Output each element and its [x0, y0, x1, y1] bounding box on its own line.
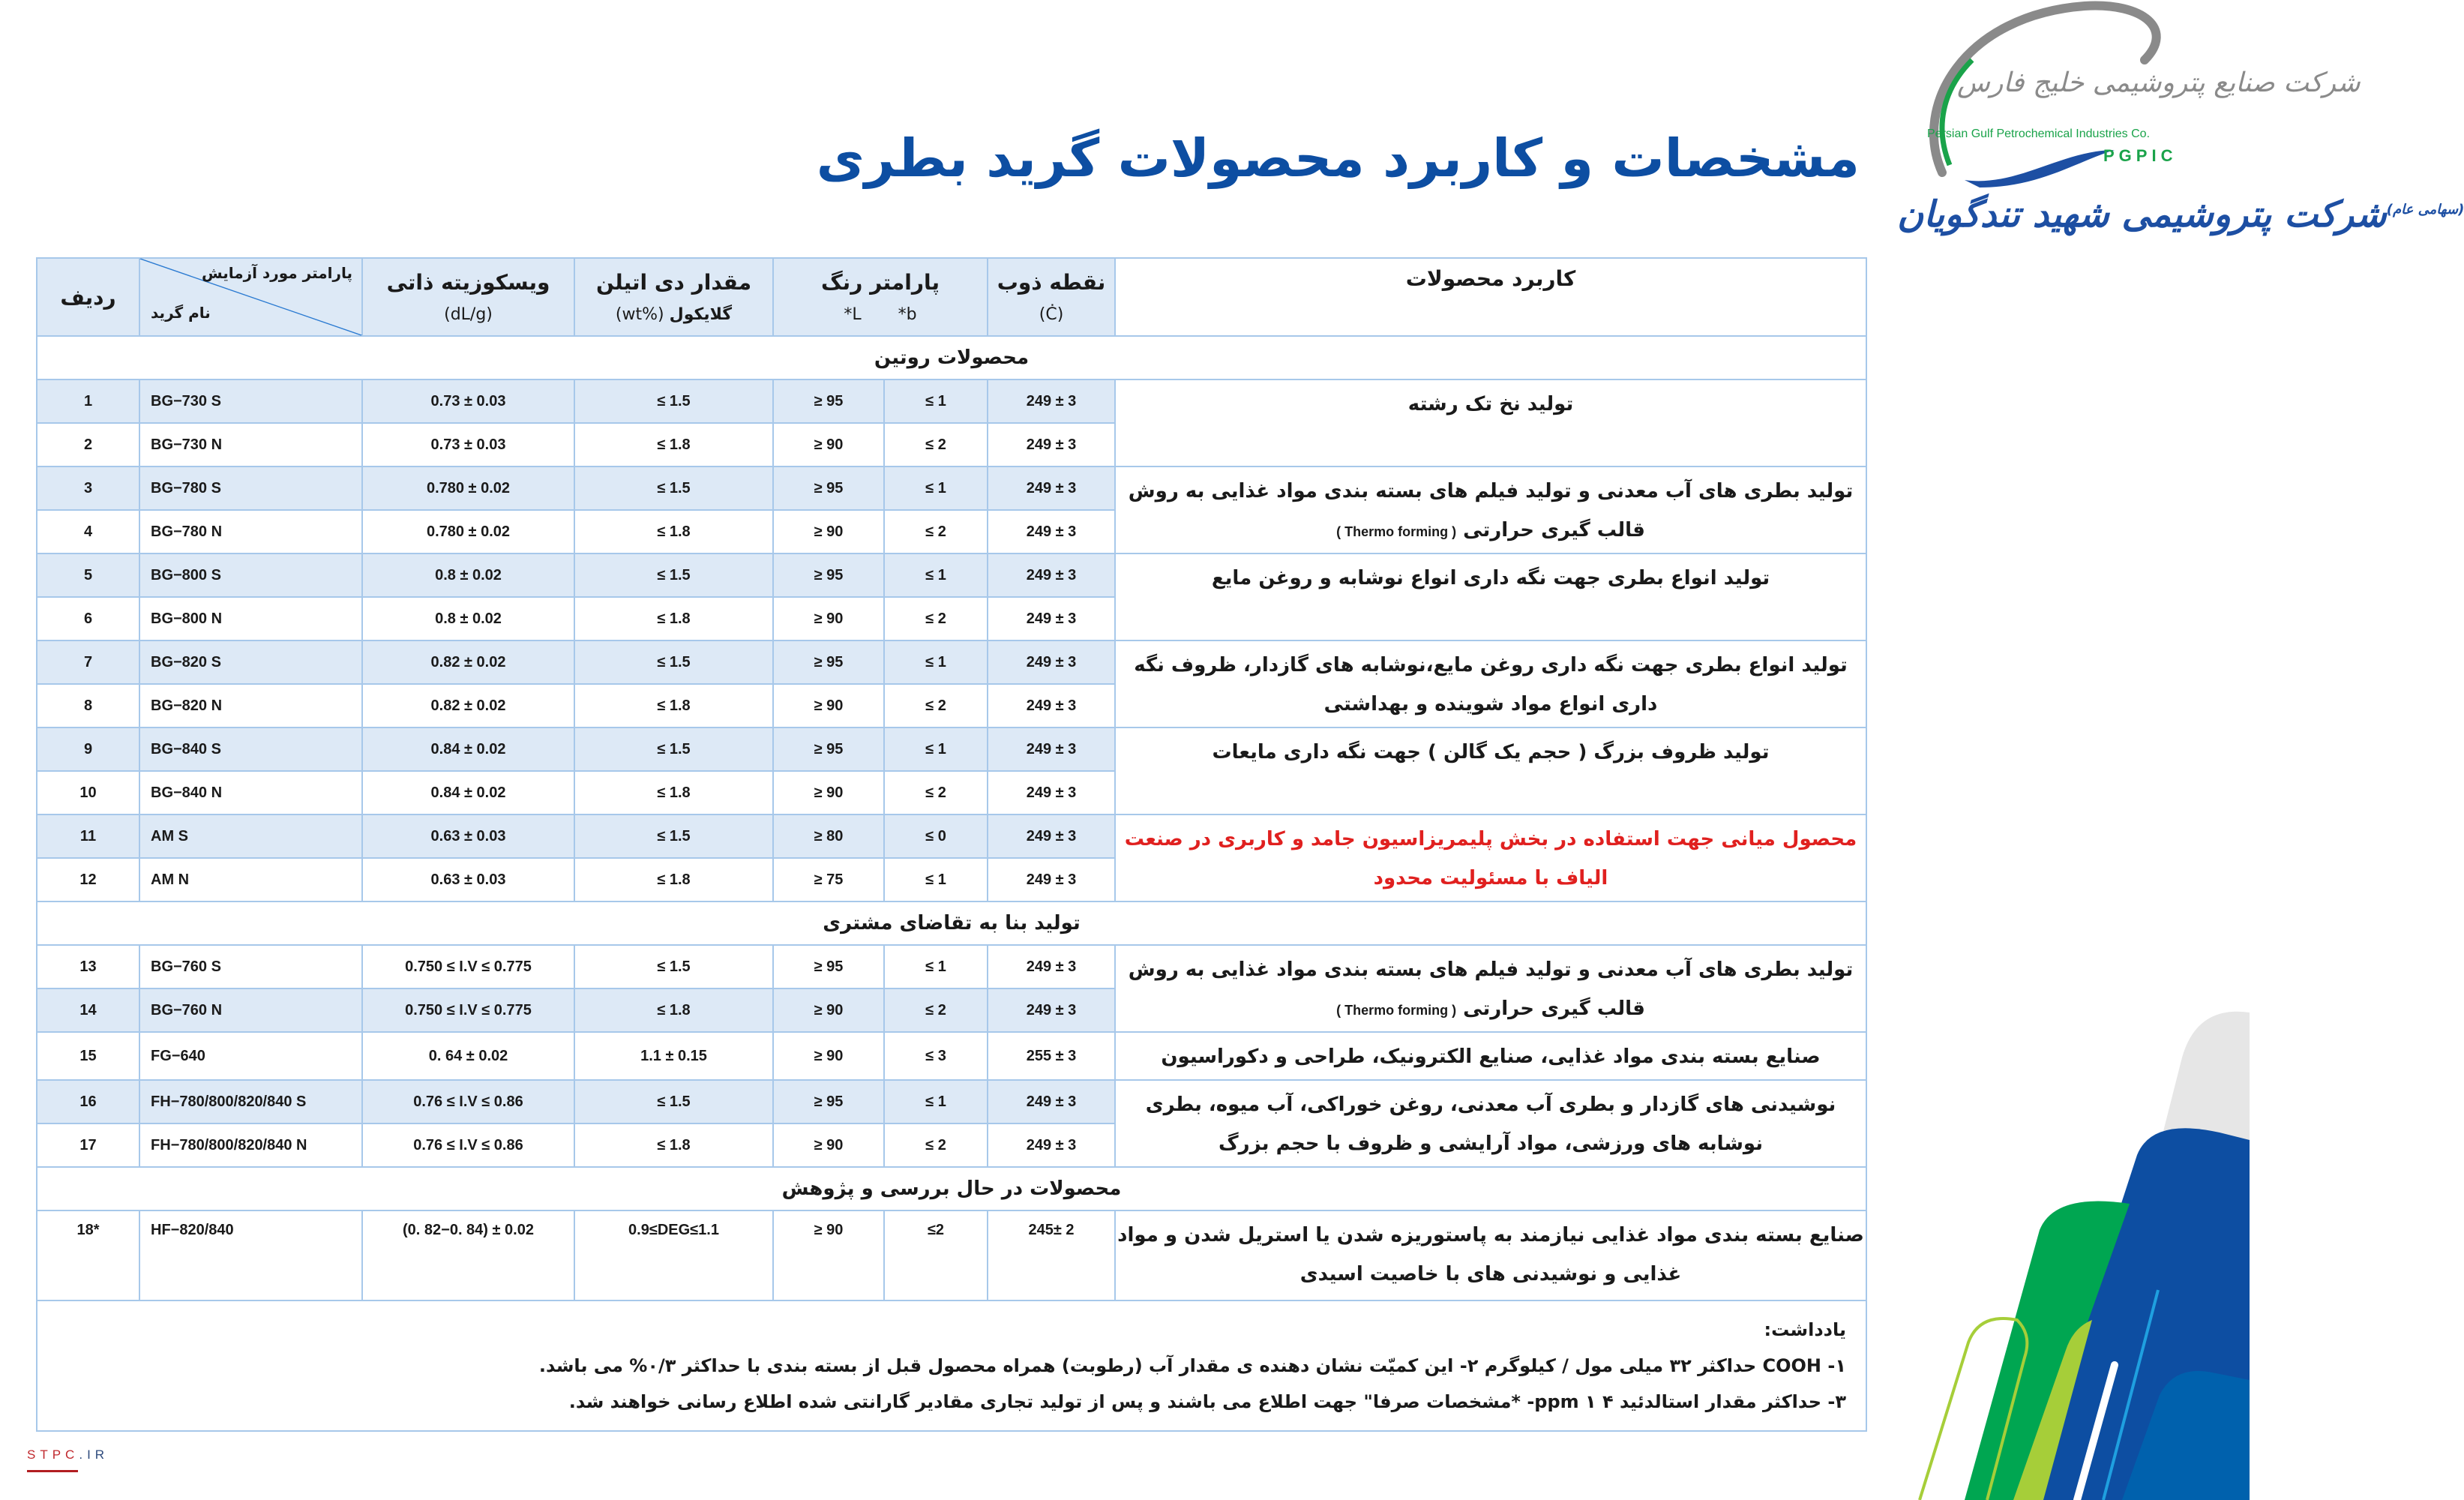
row-number: 18* [37, 1210, 139, 1300]
deg-value: 0.9≤DEG≤1.1 [574, 1210, 773, 1300]
color-L-value: ≥ 95 [773, 640, 884, 684]
viscosity-value: (0. 82−0. 84) ± 0.02 [362, 1210, 574, 1300]
note-line-2: ۳- حداکثر مقدار استالدئید ppm ۱ ۴- *مشخصات صرفا" جهت اطلاع می باشند و پس از تولید تجاری مقادیر گارانتی شده اطلاع رسانی خواهند شد. [568, 1391, 1847, 1412]
table-body [37, 336, 1866, 1431]
grade-name: AM N [139, 858, 362, 902]
color-b-value: ≤ 1 [884, 1080, 988, 1124]
header-color-sub [774, 305, 987, 324]
header-deg-label: مقدار دی اتیلن [595, 270, 752, 295]
table-row [37, 1080, 1866, 1124]
grade-name: BG−730 N [139, 423, 362, 466]
grade-name: BG−840 S [139, 728, 362, 771]
header-application: کاربرد محصولات [1115, 258, 1866, 336]
color-b-value: ≤ 1 [884, 640, 988, 684]
table-row [37, 945, 1866, 988]
table-row [37, 1032, 1866, 1080]
color-L-value: ≥ 90 [773, 1124, 884, 1167]
melting-point-value: 249 ± 3 [988, 771, 1115, 814]
header-color-L: *L [844, 305, 862, 324]
logo-company-en: Persian Gulf Petrochemical Industries Co. [1927, 128, 2151, 140]
color-L-value: ≥ 90 [773, 423, 884, 466]
application-en-note: ( Thermo forming ) [1336, 1003, 1457, 1018]
melting-point-value: 249 ± 3 [988, 684, 1115, 728]
viscosity-value: 0.82 ± 0.02 [362, 640, 574, 684]
deg-value: ≤ 1.5 [574, 380, 773, 423]
viscosity-value: 0.82 ± 0.02 [362, 684, 574, 728]
company-logo [1897, 0, 2464, 278]
viscosity-value: 0.84 ± 0.02 [362, 728, 574, 771]
color-L-value: ≥ 95 [773, 728, 884, 771]
color-L-value: ≥ 80 [773, 814, 884, 858]
viscosity-value: 0.76 ≤ I.V ≤ 0.86 [362, 1124, 574, 1167]
melting-point-value: 249 ± 3 [988, 423, 1115, 466]
header-row [37, 258, 1866, 336]
color-b-value: ≤ 2 [884, 423, 988, 466]
table-row [37, 640, 1866, 684]
color-b-value: ≤ 1 [884, 945, 988, 988]
deg-value: ≤ 1.8 [574, 597, 773, 640]
footer-url-a: STPC [27, 1448, 79, 1462]
table-row [37, 728, 1866, 771]
viscosity-value: 0.73 ± 0.03 [362, 423, 574, 466]
header-color-b: *b [898, 305, 917, 324]
deg-value: ≤ 1.5 [574, 814, 773, 858]
grade-name: AM S [139, 814, 362, 858]
notes-row [37, 1300, 1866, 1431]
color-L-value: ≥ 90 [773, 1032, 884, 1080]
row-number: 7 [37, 640, 139, 684]
melting-point-value: 249 ± 3 [988, 1080, 1115, 1124]
color-b-value: ≤2 [884, 1210, 988, 1300]
application-en-note: ( Thermo forming ) [1336, 524, 1457, 539]
table-row [37, 1210, 1866, 1300]
row-number: 14 [37, 988, 139, 1032]
melting-point-value: 249 ± 3 [988, 510, 1115, 554]
color-b-value: ≤ 1 [884, 858, 988, 902]
page-title: مشخصات و کاربرد محصولات گرید بطری [816, 128, 1860, 189]
section-row [37, 1167, 1866, 1210]
logo-subsidiary-name: شرکت پتروشیمی شهید تندگویان [1897, 194, 2387, 236]
deg-value: ≤ 1.5 [574, 554, 773, 597]
color-L-value: ≥ 75 [773, 858, 884, 902]
header-deg-sub [575, 305, 772, 324]
application-cell [1115, 1210, 1866, 1300]
header-param-grade [139, 258, 362, 336]
deg-value: 1.1 ± 0.15 [574, 1032, 773, 1080]
application-text: صنایع بسته بندی مواد غذایی، صنایع الکترونیک، طراحی و دکوراسیون [1161, 1046, 1821, 1068]
color-L-value: ≥ 95 [773, 1080, 884, 1124]
application-cell [1115, 380, 1866, 466]
deg-value: ≤ 1.8 [574, 771, 773, 814]
melting-point-value: 249 ± 3 [988, 640, 1115, 684]
row-number: 6 [37, 597, 139, 640]
melting-point-value: 249 ± 3 [988, 1124, 1115, 1167]
grade-name: FH−780/800/820/840 S [139, 1080, 362, 1124]
application-text: تولید انواع بطری جهت نگه داری روغن مایع،نوشابه های گازدار، ظروف نگه داری انواع مواد شوینده و بهداشتی [1134, 654, 1848, 716]
section-title-custom: تولید بنا به تقاضای مشتری [37, 902, 1866, 945]
melting-point-value: 249 ± 3 [988, 380, 1115, 423]
row-number: 1 [37, 380, 139, 423]
deg-value: ≤ 1.8 [574, 1124, 773, 1167]
color-b-value: ≤ 2 [884, 988, 988, 1032]
application-text: نوشیدنی های گازدار و بطری آب معدنی، روغن خوراکی، آب میوه، بطری نوشابه های ورزشی، مواد آرایشی و ظروف با حجم بزرگ [1145, 1094, 1836, 1155]
viscosity-value: 0.63 ± 0.03 [362, 858, 574, 902]
footer-url[interactable] [27, 1448, 109, 1462]
deg-value: ≤ 1.5 [574, 640, 773, 684]
melting-point-value: 249 ± 3 [988, 554, 1115, 597]
melting-point-value: 255 ± 3 [988, 1032, 1115, 1080]
viscosity-value: 0.84 ± 0.02 [362, 771, 574, 814]
viscosity-value: 0.750 ≤ I.V ≤ 0.775 [362, 945, 574, 988]
header-deg-unit: (%wt) [615, 305, 664, 324]
row-number: 17 [37, 1124, 139, 1167]
grade-name: FG−640 [139, 1032, 362, 1080]
application-cell [1115, 1080, 1866, 1167]
viscosity-value: 0.8 ± 0.02 [362, 554, 574, 597]
melting-point-value: 249 ± 3 [988, 466, 1115, 510]
row-number: 16 [37, 1080, 139, 1124]
header-deg-line2: گلایکول [669, 305, 733, 324]
logo-subsidiary-tag: (سهامی عام) [2386, 202, 2464, 218]
melting-point-value: 249 ± 3 [988, 945, 1115, 988]
grades-table [36, 257, 1867, 1432]
application-text: صنایع بسته بندی مواد غذایی نیازمند به پاستوریزه شدن یا استریل شدن و مواد غذایی و نوشیدنی های با خاصیت اسیدی [1117, 1224, 1864, 1286]
color-L-value: ≥ 90 [773, 988, 884, 1032]
viscosity-value: 0.76 ≤ I.V ≤ 0.86 [362, 1080, 574, 1124]
viscosity-value: 0.8 ± 0.02 [362, 597, 574, 640]
table-row [37, 466, 1866, 510]
decorative-shapes [1875, 990, 2250, 1500]
header-melting-unit: (Ċ) [1039, 305, 1064, 324]
melting-point-value: 249 ± 3 [988, 814, 1115, 858]
application-cell [1115, 554, 1866, 640]
header-param-label: پارامتر مورد آزمایش [201, 264, 352, 282]
row-number: 15 [37, 1032, 139, 1080]
application-cell [1115, 728, 1866, 814]
color-L-value: ≥ 95 [773, 554, 884, 597]
grades-table-container [36, 257, 1866, 1432]
application-text: تولید ظروف بزرگ ( حجم یک گالن ) جهت نگه داری مایعات [1212, 741, 1770, 764]
logo-company-fa: شرکت صنایع پتروشیمی خلیج فارس [1957, 68, 2361, 98]
section-row [37, 336, 1866, 380]
deg-value: ≤ 1.8 [574, 684, 773, 728]
melting-point-value: 245± 2 [988, 1210, 1115, 1300]
header-viscosity-unit: (dL/g) [444, 305, 493, 324]
color-L-value: ≥ 95 [773, 466, 884, 510]
color-L-value: ≥ 90 [773, 510, 884, 554]
header-viscosity-label: ویسکوزیته ذاتی [386, 270, 550, 295]
grade-name: BG−760 S [139, 945, 362, 988]
color-b-value: ≤ 1 [884, 728, 988, 771]
grade-name: BG−800 N [139, 597, 362, 640]
header-color [773, 258, 988, 336]
application-cell [1115, 640, 1866, 728]
viscosity-value: 0. 64 ± 0.02 [362, 1032, 574, 1080]
deg-value: ≤ 1.5 [574, 1080, 773, 1124]
deg-value: ≤ 1.8 [574, 510, 773, 554]
color-b-value: ≤ 3 [884, 1032, 988, 1080]
table-row [37, 380, 1866, 423]
header-row-no: ردیف [37, 258, 139, 336]
logo-subsidiary [1897, 194, 2464, 236]
deg-value: ≤ 1.8 [574, 988, 773, 1032]
footer-underline [27, 1470, 78, 1472]
section-row [37, 902, 1866, 945]
section-title-routine: محصولات روتین [37, 336, 1866, 380]
notes-cell [37, 1300, 1866, 1431]
application-cell [1115, 466, 1866, 554]
row-number: 5 [37, 554, 139, 597]
color-L-value: ≥ 90 [773, 771, 884, 814]
grade-name: BG−840 N [139, 771, 362, 814]
header-color-label: پارامتر رنگ [821, 270, 940, 295]
grade-name: BG−820 S [139, 640, 362, 684]
row-number: 10 [37, 771, 139, 814]
color-b-value: ≤ 2 [884, 597, 988, 640]
note-line-1: ۱- COOH حداکثر ۳۲ میلی مول / کیلوگرم ۲- این کمیّت نشان دهنده ی مقدار آب (رطوبت) همراه محصول قبل از بسته بندی با حداکثر ۰/۳% می باشد. [538, 1355, 1847, 1376]
header-melting [988, 258, 1115, 336]
application-cell [1115, 945, 1866, 1032]
color-b-value: ≤ 1 [884, 466, 988, 510]
color-b-value: ≤ 2 [884, 1124, 988, 1167]
color-b-value: ≤ 2 [884, 510, 988, 554]
row-number: 8 [37, 684, 139, 728]
row-number: 4 [37, 510, 139, 554]
color-L-value: ≥ 90 [773, 684, 884, 728]
deg-value: ≤ 1.5 [574, 945, 773, 988]
application-text: محصول میانی جهت استفاده در بخش پلیمریزاسیون جامد و کاربری در صنعت الیاف با مسئولیت محدود [1124, 828, 1857, 890]
color-b-value: ≤ 0 [884, 814, 988, 858]
color-L-value: ≥ 95 [773, 945, 884, 988]
grade-name: BG−820 N [139, 684, 362, 728]
color-L-value: ≥ 90 [773, 1210, 884, 1300]
row-number: 11 [37, 814, 139, 858]
viscosity-value: 0.63 ± 0.03 [362, 814, 574, 858]
application-text: تولید انواع بطری جهت نگه داری انواع نوشابه و روغن مایع [1211, 567, 1770, 590]
table-row [37, 554, 1866, 597]
viscosity-value: 0.750 ≤ I.V ≤ 0.775 [362, 988, 574, 1032]
grade-name: BG−760 N [139, 988, 362, 1032]
melting-point-value: 249 ± 3 [988, 597, 1115, 640]
header-grade-label: نام گرید [151, 304, 211, 322]
viscosity-value: 0.780 ± 0.02 [362, 466, 574, 510]
application-cell [1115, 814, 1866, 902]
viscosity-value: 0.73 ± 0.03 [362, 380, 574, 423]
color-L-value: ≥ 90 [773, 597, 884, 640]
color-b-value: ≤ 2 [884, 771, 988, 814]
row-number: 3 [37, 466, 139, 510]
row-number: 13 [37, 945, 139, 988]
table-row [37, 814, 1866, 858]
application-text: تولید نخ تک رشته [1407, 393, 1574, 416]
grade-name: BG−730 S [139, 380, 362, 423]
notes-heading: یادداشت: [1764, 1319, 1847, 1340]
header-viscosity [362, 258, 574, 336]
melting-point-value: 249 ± 3 [988, 988, 1115, 1032]
grade-name: BG−780 S [139, 466, 362, 510]
application-text: تولید بطری های آب معدنی و تولید فیلم های بسته بندی مواد غذایی به روش قالب گیری حرارتی [1128, 958, 1854, 1020]
grade-name: BG−780 N [139, 510, 362, 554]
footer-url-b: .IR [79, 1448, 109, 1462]
color-L-value: ≥ 95 [773, 380, 884, 423]
melting-point-value: 249 ± 3 [988, 858, 1115, 902]
logo-abbr: PGPIC [2103, 146, 2178, 165]
header-deg [574, 258, 773, 336]
section-title-research: محصولات در حال بررسی و پژوهش [37, 1167, 1866, 1210]
application-cell [1115, 1032, 1866, 1080]
row-number: 9 [37, 728, 139, 771]
deg-value: ≤ 1.8 [574, 423, 773, 466]
deg-value: ≤ 1.5 [574, 466, 773, 510]
header-melting-label: نقطه ذوب [997, 270, 1106, 295]
grade-name: BG−800 S [139, 554, 362, 597]
color-b-value: ≤ 1 [884, 554, 988, 597]
application-text: تولید بطری های آب معدنی و تولید فیلم های بسته بندی مواد غذایی به روش قالب گیری حرارتی [1128, 480, 1854, 542]
grade-name: FH−780/800/820/840 N [139, 1124, 362, 1167]
row-number: 2 [37, 423, 139, 466]
grade-name: HF−820/840 [139, 1210, 362, 1300]
deg-value: ≤ 1.5 [574, 728, 773, 771]
melting-point-value: 249 ± 3 [988, 728, 1115, 771]
row-number: 12 [37, 858, 139, 902]
viscosity-value: 0.780 ± 0.02 [362, 510, 574, 554]
color-b-value: ≤ 2 [884, 684, 988, 728]
deg-value: ≤ 1.8 [574, 858, 773, 902]
color-b-value: ≤ 1 [884, 380, 988, 423]
